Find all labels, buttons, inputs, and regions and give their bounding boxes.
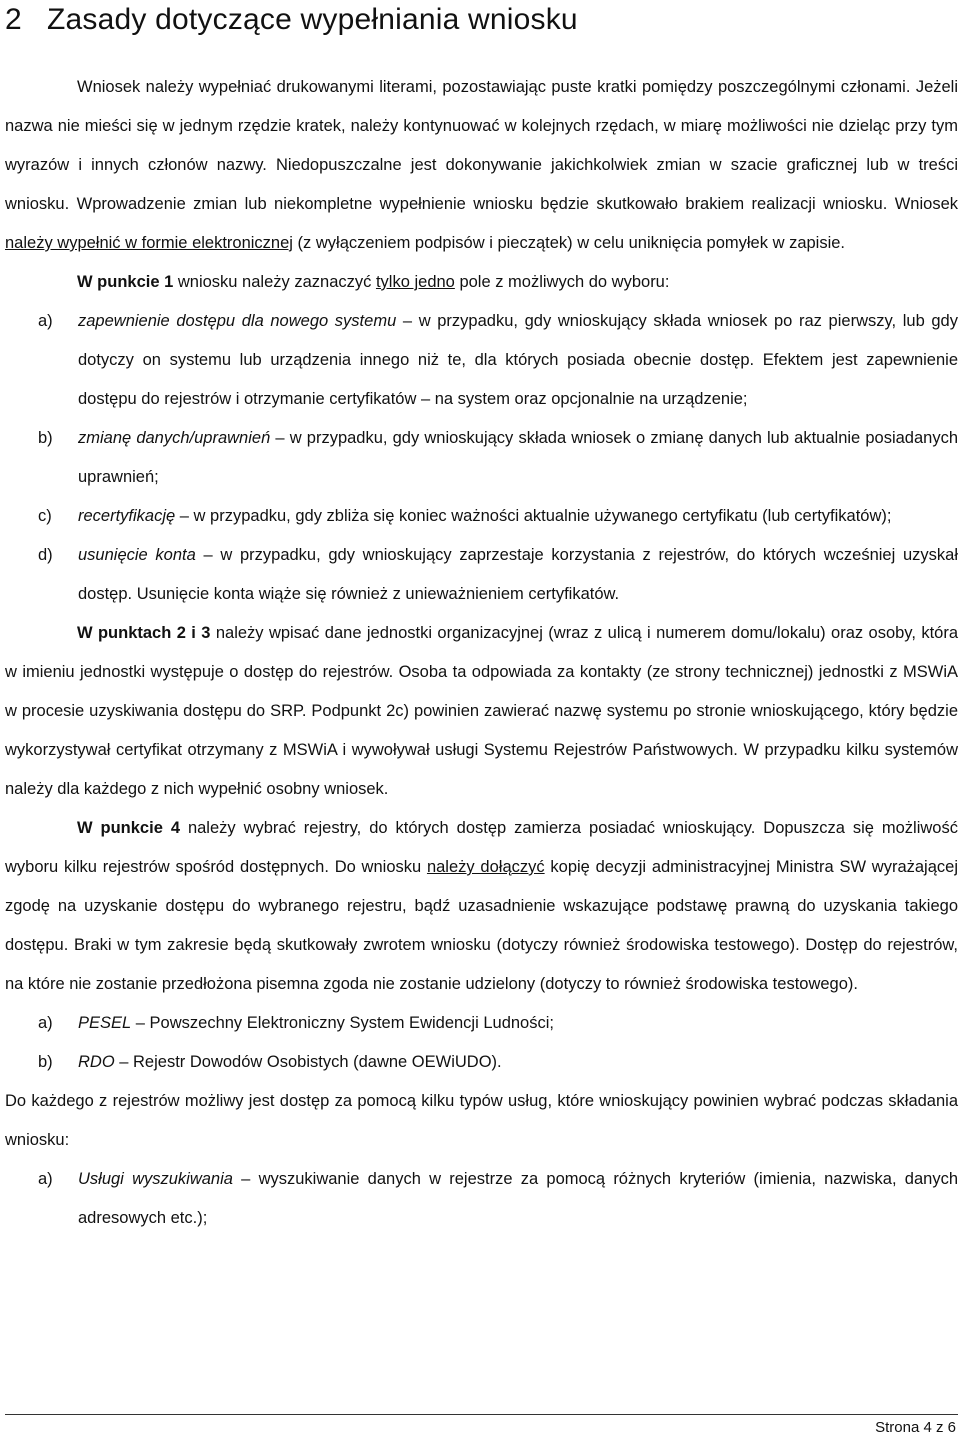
list-item: a) Usługi wyszukiwania – wyszukiwanie danych w rejestrze za pomocą różnych kryteriów (imienia, nazwiska, danych adresowych etc.);	[38, 1170, 958, 1227]
list-term: zmianę danych/uprawnień	[78, 429, 271, 447]
underlined-phrase: należy wypełnić w formie elektronicznej	[5, 234, 293, 252]
section-title: Zasady dotyczące wypełniania wniosku	[47, 3, 578, 36]
section-number: 2	[5, 3, 22, 36]
list-term: RDO	[78, 1053, 115, 1071]
list-term: Usługi wyszukiwania	[78, 1170, 233, 1188]
list-item: c) recertyfikację – w przypadku, gdy zbliża się koniec ważności aktualnie używanego certyfikatu (lub certyfikatów);	[38, 507, 892, 525]
list-term: zapewnienie dostępu dla nowego systemu	[78, 312, 397, 330]
point1-label: W punkcie 1	[77, 273, 174, 291]
list-item: d) usunięcie konta – w przypadku, gdy wnioskujący zaprzestaje korzystania z rejestrów, do których wcześniej uzyskał dostęp. Usunięcie konta wiąże się również z unieważnieniem certyfikatów.	[38, 546, 958, 603]
point4-paragraph: W punkcie 4 należy wybrać rejestry, do których dostęp zamierza posiadać wnioskujący. Dopuszcza się możliwość wyboru kilku rejestrów spośród dostępnych. Do wniosku należy dołączyć kopię decyzji administracyjnej Ministra SW wyrażającej zgodę na uzyskanie dostępu do wybranego rejestru, bądź uzasadnienie wskazujące podstawę prawną do uzyskania takiego dostępu. Braki w tym zakresie będą skutkowały zwrotem wniosku (dotyczy również środowiska testowego). Dostęp do rejestrów, na które nie zostanie przedłożona pisemna zgoda nie zostanie udzielony (dotyczy to również środowiska testowego).	[5, 819, 958, 993]
list-item: b) zmianę danych/uprawnień – w przypadku, gdy wnioskujący składa wniosek o zmianę danych lub aktualnie posiadanych uprawnień;	[38, 429, 959, 486]
list-item: a) zapewnienie dostępu dla nowego systemu – w przypadku, gdy wnioskujący składa wniosek po raz pierwszy, lub gdy dotyczy on systemu lub urządzenia innego niż te, dla których posiada obecnie dostęp. Efektem jest zapewnienie dostępu do rejestrów i otrzymanie certyfikatów – na system oraz opcjonalnie na urządzenie;	[38, 312, 958, 408]
points23-label: W punktach 2 i 3	[77, 624, 211, 642]
list-term: PESEL	[78, 1014, 132, 1032]
point4-label: W punkcie 4	[77, 819, 180, 837]
section-heading	[5, 0, 578, 40]
page-number: Strona 4 z 6	[875, 1419, 956, 1436]
point1-paragraph: W punkcie 1 wniosku należy zaznaczyć tylko jedno pole z możliwych do wyboru:	[77, 273, 670, 291]
footer-divider	[5, 1414, 958, 1415]
underlined-phrase: tylko jedno	[375, 273, 455, 291]
services-paragraph: Do każdego z rejestrów możliwy jest dostęp za pomocą kilku typów usług, które wnioskujący powinien wybrać podczas składania wniosku:	[5, 1092, 958, 1149]
list-term: usunięcie konta	[78, 546, 196, 564]
list-item: a) PESEL – Powszechny Elektroniczny System Ewidencji Ludności;	[38, 1014, 554, 1032]
list-term: recertyfikację	[78, 507, 176, 525]
list-item: b) RDO – Rejestr Dowodów Osobistych (dawne OEWiUDO).	[38, 1053, 502, 1071]
points23-paragraph: W punktach 2 i 3 należy wpisać dane jednostki organizacyjnej (wraz z ulicą i numerem domu/lokalu) oraz osoby, która w imieniu jednostki występuje o dostęp do rejestrów. Osoba ta odpowiada za kontakty (ze strony technicznej) jednostki z MSWiA w procesie uzyskiwania dostępu do SRP. Podpunkt 2c) powinien zawierać nazwę systemu po stronie wnioskującego, który będzie wykorzystywał certyfikat otrzymany z MSWiA i wywoływał usługi Systemu Rejestrów Państwowych. W przypadku kilku systemów należy dla każdego z nich wypełnić osobny wniosek.	[5, 624, 958, 798]
intro-paragraph: Wniosek należy wypełniać drukowanymi literami, pozostawiając puste kratki pomiędzy poszczególnymi członami. Jeżeli nazwa nie mieści się w jednym rzędzie kratek, należy kontynuować w kolejnych rzędach, w miarę możliwości nie dzieląc przy tym wyrazów i innych członów nazwy. Niedopuszczalne jest dokonywanie jakichkolwiek zmian w szacie graficznej lub w treści wniosku. Wprowadzenie zmian lub niekompletne wypełnienie wniosku będzie skutkowało brakiem realizacji wniosku. Wniosek należy wypełnić w formie elektronicznej (z wyłączeniem podpisów i pieczątek) w celu uniknięcia pomyłek w zapisie.	[5, 78, 958, 252]
underlined-phrase: należy dołączyć	[426, 858, 545, 876]
document-body	[5, 68, 958, 1238]
